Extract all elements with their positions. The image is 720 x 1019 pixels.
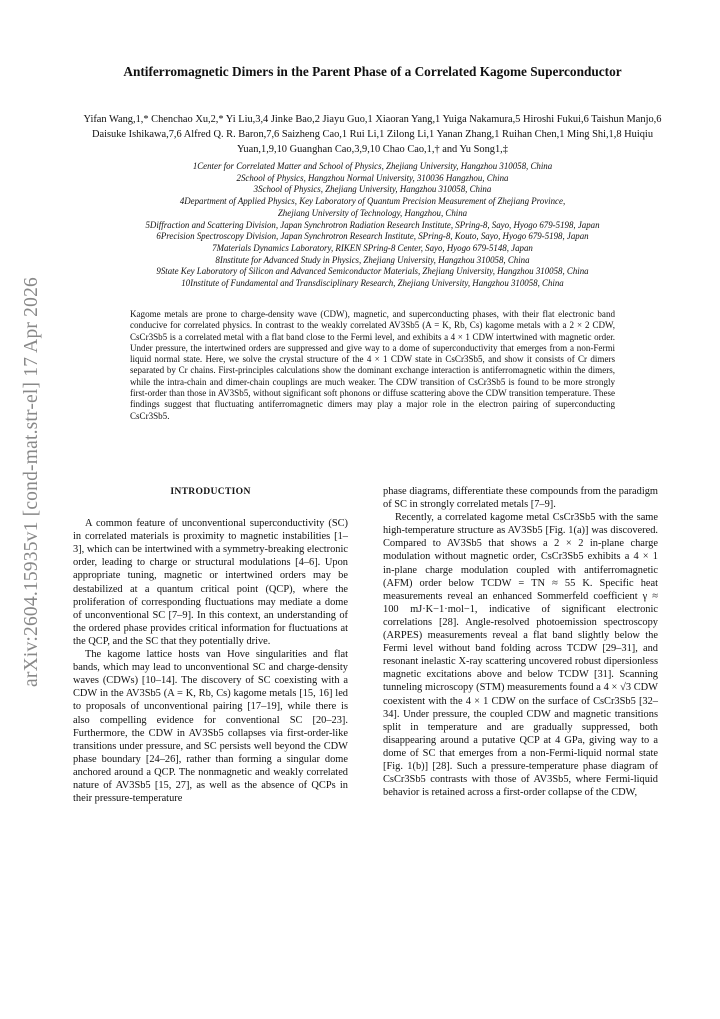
affiliation: Zhejiang University of Technology, Hangzhou, China: [277, 207, 468, 218]
arxiv-sidebar-stamp: [12, 262, 52, 702]
affiliation: 1Center for Correlated Matter and School of Physics, Zhejiang University, Hangzhou 310058, China: [192, 161, 553, 171]
abstract: Kagome metals are prone to charge-density wave (CDW), magnetic, and superconducting phases, with their flat electronic band conducive for correlated physics. In contrast to the weakly correlated AV3Sb5 (A = K, Rb, Cs) kagome metals with a 2 × 2 CDW, CsCr3Sb5 is a correlated metal with a flat band close to the Fermi level, and exhibits a 4 × 1 CDW intertwined with magnetic order. Under pressure, the intertwined orders are suppressed and give way to a dome of superconductivity that emerges from a non-Fermi liquid normal state. Here, we solve the crystal structure of the 4 × 1 CDW state in CsCr3Sb5, and show it consists of Cr dimers separated by Cr chains. First-principles calculations show the dominant exchange interaction is antiferromagnetic within the dimers, while the intra-chain and dimer-chain couplings are much weaker. The CDW transition of CsCr3Sb5 is found to be more strongly first-order than those in AV3Sb5, without significant soft phonons or diffuse scattering above the CDW transition temperature. These findings suggest that fluctuating antiferromagnetic dimers may play a major role in the electron pairing of superconducting CsCr3Sb5.: [130, 309, 615, 421]
affiliation: 9State Key Laboratory of Silicon and Advanced Semiconductor Materials, Zhejiang University, Hangzhou 310058, China: [156, 266, 589, 277]
arxiv-id: arXiv:2604.15935v1 [cond-mat.str-el] 17 Apr 2026: [21, 277, 42, 687]
affiliation: 4Department of Applied Physics, Key Laboratory of Quantum Precision Measurement of Zhejiang Province,: [179, 196, 566, 207]
affiliation: 3School of Physics, Zhejiang University, Hangzhou 310058, China: [253, 184, 492, 195]
left-column: [73, 485, 348, 805]
affiliation: 5Diffraction and Scattering Division, Japan Synchrotron Radiation Research Institute, SPring-8, Sayo, Hyogo 679-5198, Japan: [145, 219, 600, 230]
body-paragraph: A common feature of unconventional superconductivity (SC) in correlated materials is proximity to magnetic instabilities [1–3], which can be intertwined with a symmetry-breaking electronic order, leading to charge or structural modulations [4–6]. Upon appropriate tuning, magnetic or intertwined orders may be destabilized at a quantum critical point (QCP), where the proliferation of corresponding fluctuations may mediate a dome of unconventional SC [7–9]. In this context, an understanding of the ordered phase provides critical information for fluctuations at the QCP, and the SC that they potentially drive.: [73, 518, 348, 647]
paper-title: Antiferromagnetic Dimers in the Parent Phase of a Correlated Kagome Superconductor: [123, 64, 622, 79]
affiliation: 7Materials Dynamics Laboratory, RIKEN SPring-8 Center, Sayo, Hyogo 679-5148, Japan: [212, 242, 533, 253]
affiliation: 10Institute of Fundamental and Transdisciplinary Research, Zhejiang University, Hangzhou 310058, China: [181, 278, 564, 289]
section-heading: INTRODUCTION: [170, 486, 251, 497]
body-paragraph: The kagome lattice hosts van Hove singularities and flat bands, which may lead to unconventional SC and charge-density waves (CDWs) [10–14]. The discovery of SC coexisting with a CDW in the AV3Sb5 (A = K, Rb, Cs) kagome metals [15, 16] led to proposals of unconventional pairing [17–19], while there is also compelling evidence for conventional SC [20–23]. Furthermore, the CDW in AV3Sb5 collapses via first-order-like transitions under pressure, and SC persists well beyond the CDW phase boundary [24–26], rather than forming a singular dome anchored around a QCP. The nonmagnetic and weakly correlated nature of AV3Sb5 [15, 27], as well as the absence of QCPs in their pressure-temperature: [73, 649, 348, 805]
right-column: [383, 485, 658, 799]
affiliation: 8Institute for Advanced Study in Physics, Zhejiang University, Hangzhou 310058, China: [215, 254, 530, 265]
affiliation: 6Precision Spectroscopy Division, Japan Synchrotron Research Institute, SPring-8, Kouto, Sayo, Hyogo 679-5198, Japan: [156, 231, 589, 242]
body-paragraph: Recently, a correlated kagome metal CsCr3Sb5 with the same high-temperature structure as AV3Sb5 [Fig. 1(a)] was discovered. Compared to AV3Sb5 that shows a 2 × 2 in-plane charge modulation without magnetic order, CsCr3Sb5 exhibits a 4 × 1 in-plane charge modulation coupled with antiferromagnetic (AFM) order below TCDW = TN ≈ 55 K. Specific heat measurements reveal an enhanced Sommerfeld coefficient γ ≈ 100 mJ·K−1·mol−1, indicative of significant electronic correlations [28]. Angle-resolved photoemission spectroscopy (ARPES) measurements reveal a flat band slightly below the Fermi level without band folding across TCDW [29–31], and resonant inelastic X-ray scattering uncovered robust dipersionless magnetic excitations above and below TCDW [31]. Scanning tunneling microscopy (STM) measurements found a 4 × √3 CDW coexistent with the 4 × 1 CDW on the surface of CsCr3Sb5 [32–34]. Under pressure, the coupled CDW and magnetic transitions split in temperature and are gradually suppressed, both disappearing around a putative QCP at 4 GPa, giving way to a dome of SC that emerges from a non-Fermi-liquid normal state [Fig. 1(b)] [28]. Such a pressure-temperature phase diagram of CsCr3Sb5 contrasts with those of AV3Sb5, where Fermi-liquid behavior is retained across a first-order collapse of the CDW,: [383, 512, 658, 799]
body-paragraph: phase diagrams, differentiate these compounds from the paradigm of SC in strongly correlated metals [7–9].: [383, 486, 658, 511]
affiliation: 2School of Physics, Hangzhou Normal University, 310036 Hangzhou, China: [236, 172, 509, 183]
author-list: Yifan Wang,1,* Chenchao Xu,2,* Yi Liu,3,4 Jinke Bao,2 Jiayu Guo,1 Xiaoran Yang,1 Yuiga Nakamura,5 Hiroshi Fukui,6 Taishun Manjo,6 Daisuke Ishikawa,7,6 Alfred Q. R. Baron,7,6 Saizheng Cao,1 Rui Li,1 Zilong Li,1 Yanan Zhang,1 Ruihan Chen,1 Ming Shi,1,8 Huiqiu Yuan,1,9,10 Guanghan Cao,3,9,10 Chao Cao,1,† and Yu Song1,‡: [83, 114, 662, 155]
affiliation-list: [60, 161, 685, 290]
